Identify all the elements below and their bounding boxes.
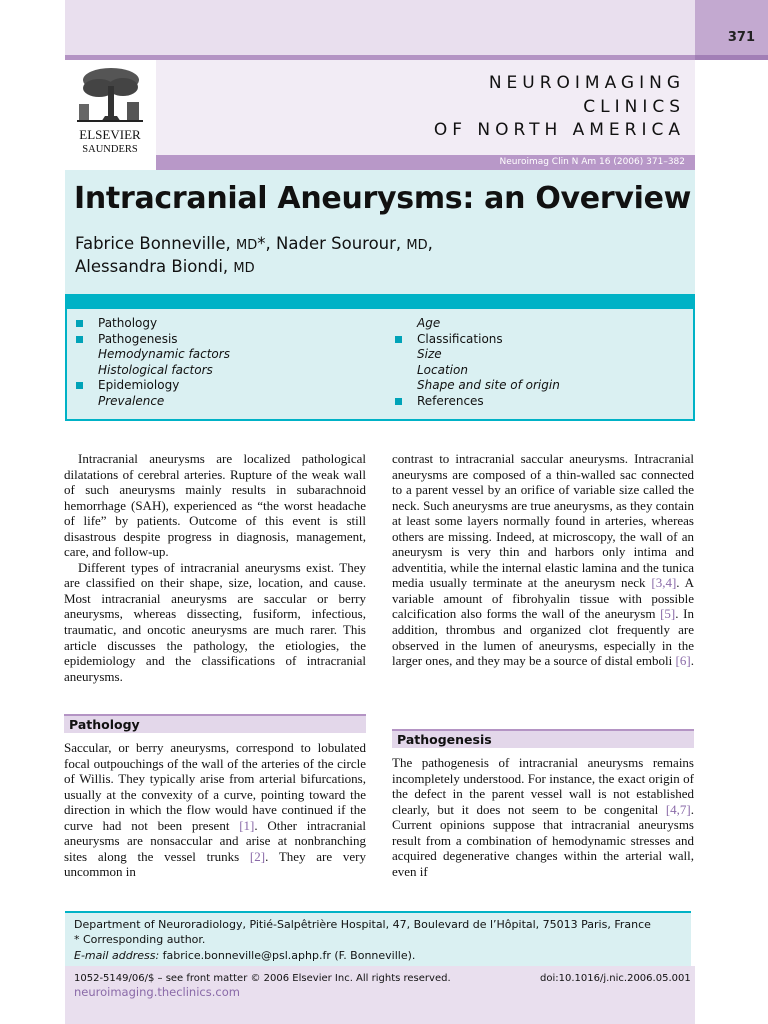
contents-item[interactable] bbox=[384, 316, 684, 332]
square-bullet-icon bbox=[76, 320, 83, 327]
journal-line-3: OF NORTH AMERICA bbox=[433, 120, 685, 140]
author-2: Nader Sourour, bbox=[276, 234, 407, 253]
contents-item-label: Hemodynamic factors bbox=[98, 347, 230, 362]
author-3-degree: MD bbox=[233, 261, 255, 276]
reference-link[interactable]: [1] bbox=[239, 817, 255, 833]
contents-right-column bbox=[384, 316, 684, 410]
publisher-logo bbox=[65, 60, 156, 170]
author-1-degree: MD bbox=[236, 238, 258, 253]
journal-website-link[interactable]: neuroimaging.theclinics.com bbox=[74, 985, 240, 999]
authors: Fabrice Bonneville, MD*, Nader Sourour, MD, Alessandra Biondi, MD bbox=[75, 234, 433, 276]
intro-paragraph-1: Intracranial aneurysms are localized pathological dilatations of cerebral arteries. Rupture of the weak wall of such aneurysms mainly results in subarachnoid hemorrhage (SAH), experienced as “the worst headache of life” by patients. Outcome of this event is still disastrous despite progress in diagnosis, management, care, and follow-up. bbox=[64, 451, 366, 560]
article-title: Intracranial Aneurysms: an Overview bbox=[74, 181, 692, 216]
pathology-text bbox=[64, 740, 366, 880]
doi[interactable]: doi:10.1016/j.nic.2006.05.001 bbox=[540, 973, 691, 984]
contents-item-label: Size bbox=[417, 347, 442, 362]
pathogenesis-paragraph: The pathogenesis of intracranial aneurysms remains incompletely understood. For instance, the exact origin of the defect in the parent vessel wall is not established clearly, but it does not seem to be congenital [4,7]. Current opinions suppose that intracranial aneurysms result from a combination of hemodynamic stresses and acquired degenerative changes within the arterial wall, even if bbox=[392, 755, 694, 879]
reference-link[interactable]: [5] bbox=[660, 606, 676, 622]
contents-item[interactable] bbox=[65, 316, 375, 332]
journal-name bbox=[360, 72, 685, 143]
contents-item-label: References bbox=[417, 393, 484, 408]
contents-item[interactable] bbox=[384, 394, 684, 410]
pathogenesis-text bbox=[392, 755, 694, 879]
email-line bbox=[74, 948, 684, 963]
journal-line-1: NEUROIMAGING bbox=[488, 73, 685, 93]
pathology-paragraph: Saccular, or berry aneurysms, correspond to lobulated focal outpouchings of the wall of the arteries of the circle of Willis. They typically arise from arterial bifurcations, usually at the convexity of a curve, pointing toward the direction in which the flow would have continued if the curve had not been present [1]. Other intracranial aneurysms are nonsaccular and arise at nonbranching sites along the vessel trunks [2]. They are very uncommon in bbox=[64, 740, 366, 880]
copyright-notice: 1052-5149/06/$ – see front matter © 2006 Elsevier Inc. All rights reserved. bbox=[74, 973, 451, 984]
intro-paragraph-2: Different types of intracranial aneurysms exist. They are classified on their shape, size, location, and cause. Most intracranial aneurysms are saccular or berry aneurysms, whereas dissecting, fusiform, infectious, traumatic, and oncotic aneurysms are much rarer. This article discusses the pathology, the etiologies, the epidemiology and the classifications of intracranial aneurysms. bbox=[64, 559, 366, 684]
affiliation bbox=[74, 917, 684, 963]
contents-item[interactable] bbox=[384, 347, 684, 363]
reference-link[interactable]: [6] bbox=[675, 653, 691, 669]
contents-left-column bbox=[65, 316, 375, 410]
contents-item-label: Histological factors bbox=[98, 362, 213, 377]
journal-line-2: CLINICS bbox=[583, 96, 685, 117]
contents-item-label: Prevalence bbox=[98, 393, 165, 408]
contents-item-label: Pathogenesis bbox=[98, 331, 178, 346]
header-band bbox=[65, 0, 695, 55]
logo-line2: SAUNDERS bbox=[82, 144, 138, 155]
contents-item-label: Location bbox=[417, 362, 468, 377]
body-column-1 bbox=[64, 451, 366, 684]
contents-item-label: Pathology bbox=[98, 316, 158, 330]
reference-link[interactable]: [2] bbox=[249, 848, 266, 864]
contents-item[interactable] bbox=[384, 332, 684, 348]
citation: Neuroimag Clin N Am 16 (2006) 371–382 bbox=[499, 157, 685, 167]
author-2-degree: MD bbox=[406, 238, 428, 253]
elsevier-tree-icon bbox=[65, 60, 156, 170]
pathology-continued-paragraph: contrast to intracranial saccular aneurysms. Intracranial aneurysms are composed of a thin-walled sac connected to a parent vessel by an orifice of variable size called the neck. Such aneurysms are true aneurysms, as they contain at least some layers normally found in arteries, whereas others are missing. Indeed, at microscopy, the wall of an aneurysm is very thin and harbors only intima and adventitia, while the internal elastic lamina and the tunica media usually terminate at the aneurysm neck [3,4]. A variable amount of fibrohyalin tissue with possible calcification also forms the wall of the aneurysm [5]. In addition, thrombus and organized clot frequently are observed in the lumen of aneurysms, especially in the larger ones, and they may be a source of distal emboli [6]. bbox=[392, 451, 695, 669]
section-heading-pathogenesis: Pathogenesis bbox=[392, 729, 694, 748]
contents-item[interactable] bbox=[65, 378, 375, 394]
contents-item[interactable] bbox=[384, 378, 684, 394]
body-column-2 bbox=[392, 451, 694, 669]
square-bullet-icon bbox=[76, 382, 83, 389]
square-bullet-icon bbox=[395, 398, 402, 405]
contents-item[interactable] bbox=[65, 332, 375, 348]
contents-item[interactable] bbox=[65, 363, 375, 379]
author-1: Fabrice Bonneville, bbox=[75, 234, 237, 253]
square-bullet-icon bbox=[76, 336, 83, 343]
contents-item-label: Age bbox=[417, 316, 441, 330]
author-3: Alessandra Biondi, bbox=[75, 257, 234, 276]
contents-item-label: Shape and site of origin bbox=[417, 378, 560, 393]
contents-bar bbox=[65, 294, 695, 309]
email-label: E-mail address: bbox=[74, 948, 160, 962]
contents-item-label: Epidemiology bbox=[98, 378, 180, 393]
contents-item-label: Classifications bbox=[417, 331, 503, 346]
header-divider-right bbox=[695, 55, 768, 60]
affiliation-text: Department of Neuroradiology, Pitié-Salpêtrière Hospital, 47, Boulevard de l’Hôpital, 75013 Paris, France bbox=[74, 918, 651, 931]
contents-item[interactable] bbox=[384, 363, 684, 379]
reference-link[interactable]: [4,7] bbox=[665, 801, 691, 817]
corresponding-author: * Corresponding author. bbox=[74, 933, 206, 947]
contents-item[interactable] bbox=[65, 347, 375, 363]
logo-line1: ELSEVIER bbox=[79, 127, 141, 142]
reference-link[interactable]: [3,4] bbox=[651, 575, 677, 591]
section-heading-pathology: Pathology bbox=[64, 714, 366, 733]
contents-item[interactable] bbox=[65, 394, 375, 410]
page-number: 371 bbox=[727, 30, 755, 45]
email-address[interactable]: fabrice.bonneville@psl.aphp.fr (F. Bonneville). bbox=[159, 948, 416, 962]
square-bullet-icon bbox=[395, 336, 402, 343]
